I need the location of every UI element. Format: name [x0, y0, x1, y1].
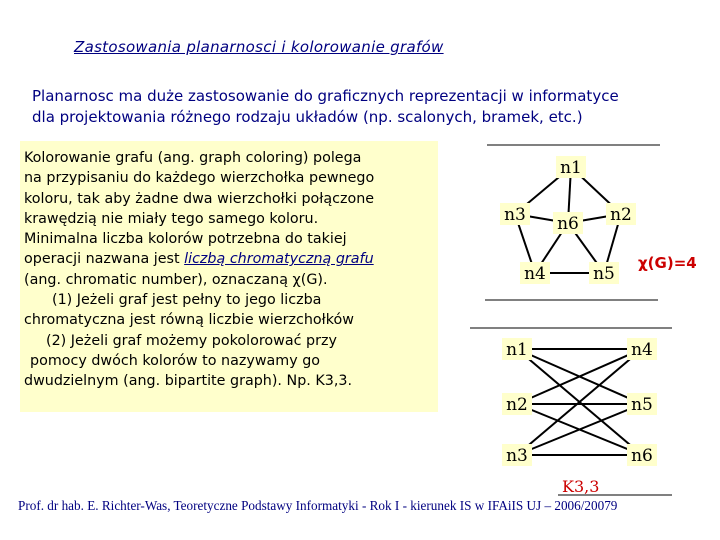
slide-title: Zastosowania planarnosci i kolorowanie grafów: [74, 38, 444, 56]
node-n1: [556, 156, 586, 178]
node-n2: [502, 393, 532, 415]
box-line: chromatyczna jest równą liczbie wierzchołków: [24, 312, 354, 329]
node-label: n4: [631, 340, 653, 360]
node-n4: [627, 338, 657, 360]
node-label: n3: [506, 446, 528, 466]
node-label: n4: [524, 264, 546, 284]
node-label: n6: [631, 446, 653, 466]
box-line: (2) Jeżeli graf możemy pokolorować przy: [46, 332, 337, 349]
node-n1: [502, 338, 532, 360]
node-n3: [500, 203, 530, 225]
node-n6: [627, 444, 657, 466]
chromatic-number-label: χ(G)=4: [638, 254, 697, 272]
graph1-nodes: [500, 156, 636, 284]
box-line: krawędzią nie miały tego samego koloru.: [24, 210, 319, 227]
node-n5: [627, 393, 657, 415]
node-label: n5: [593, 264, 615, 284]
node-label: n5: [631, 395, 653, 415]
divider-lines: [470, 145, 672, 495]
box-line: na przypisaniu do każdego wierzchołka pewnego: [24, 170, 375, 187]
node-n5: [589, 262, 619, 284]
graph2-edges: [517, 349, 642, 455]
node-label: n6: [557, 214, 579, 234]
chromatic-number-term: liczbą chromatyczną grafu: [184, 251, 374, 268]
node-label: n1: [506, 340, 528, 360]
intro-line: Planarnosc ma duże zastosowanie do graficznych reprezentacji w informatyce: [32, 87, 619, 105]
box-line: Minimalna liczba kolorów potrzebna do takiej: [24, 231, 347, 248]
box-line: (ang. chromatic number), oznaczaną χ(G).: [24, 271, 328, 288]
node-n3: [502, 444, 532, 466]
node-n6: [553, 212, 583, 234]
box-line: koloru, tak aby żadne dwa wierzchołki połączone: [24, 190, 375, 207]
node-n4: [520, 262, 550, 284]
box-line: dwudzielnym (ang. bipartite graph). Np. K3,3.: [24, 373, 353, 390]
box-line: pomocy dwóch kolorów to nazywamy go: [30, 352, 321, 369]
k33-label: K3,3: [562, 477, 600, 496]
box-line: Kolorowanie grafu (ang. graph coloring) polega: [24, 150, 362, 166]
node-label: n2: [610, 205, 632, 225]
footer-credit: Prof. dr hab. E. Richter-Was, Teoretyczne Podstawy Informatyki - Rok I - kierunek IS w IFAiIS UJ – 2006/20079: [18, 498, 618, 513]
node-label: n2: [506, 395, 528, 415]
node-label: n3: [504, 205, 526, 225]
node-n2: [606, 203, 636, 225]
box-line: (1) Jeżeli graf jest pełny to jego liczba: [52, 292, 322, 309]
node-label: n1: [560, 158, 582, 178]
intro-line: dla projektowania różnego rodzaju układów (np. scalonych, bramek, etc.): [32, 108, 583, 126]
box-line-text: operacji nazwana jest: [24, 251, 185, 268]
